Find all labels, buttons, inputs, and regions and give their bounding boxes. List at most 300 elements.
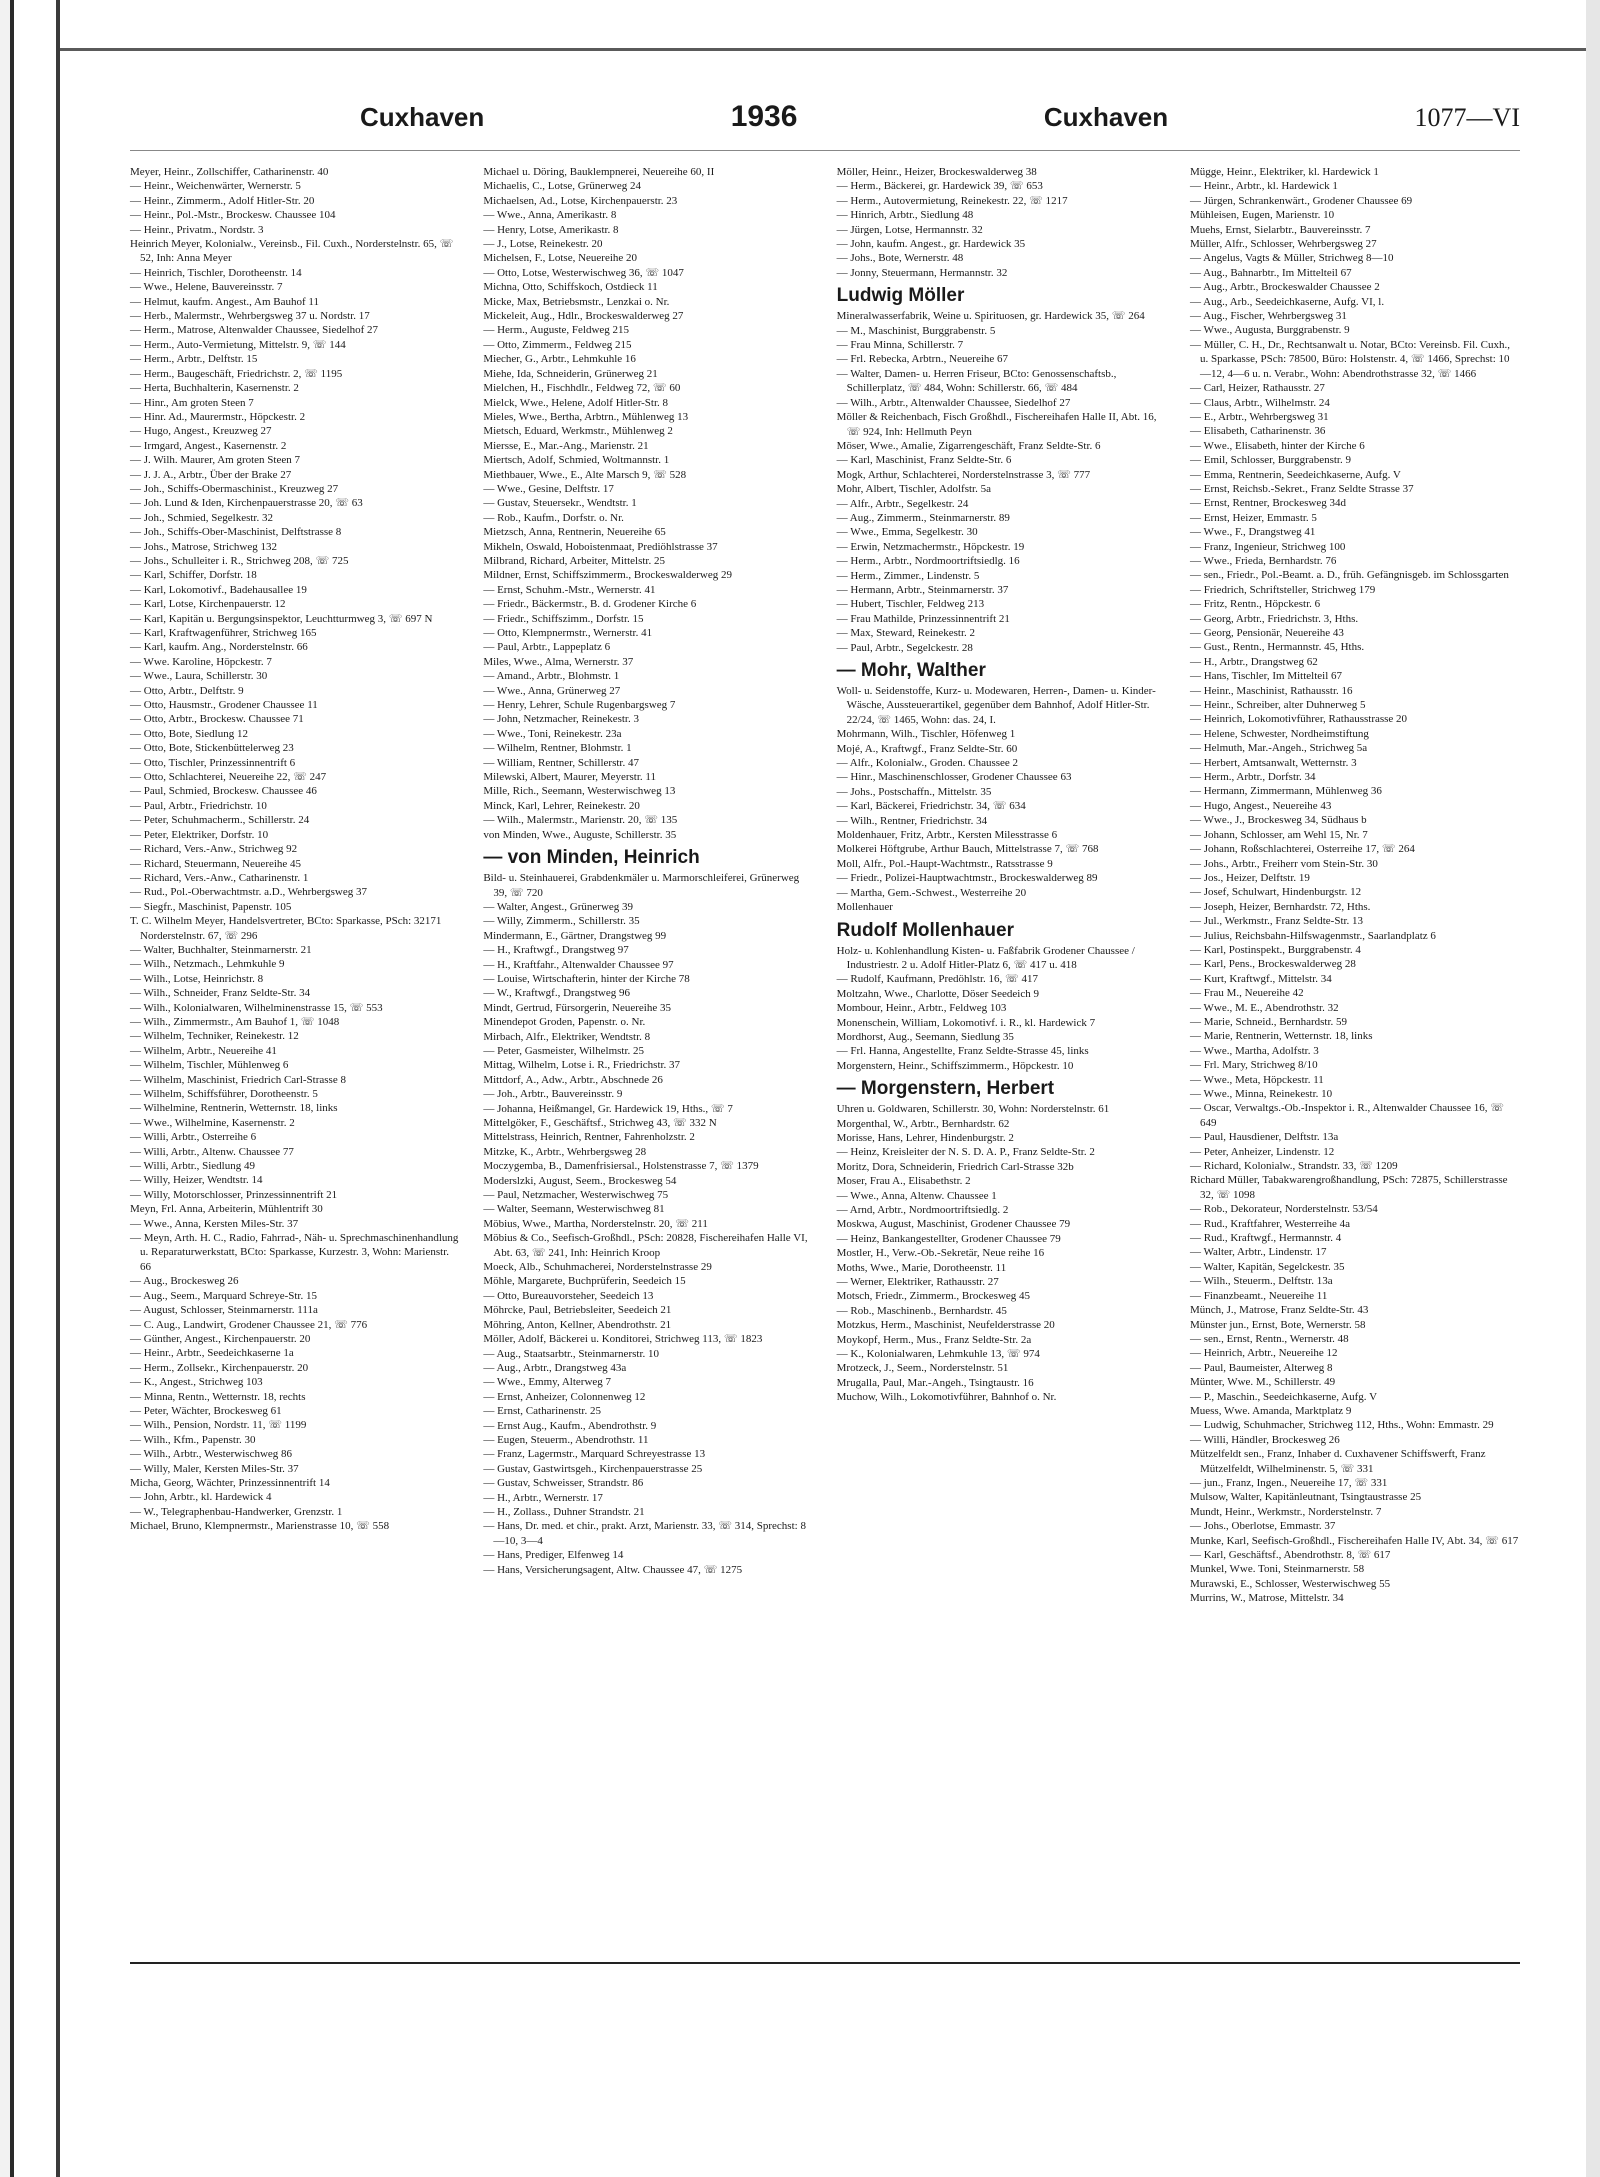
directory-entry: — Walter, Kapitän, Segelckestr. 35 (1189, 1260, 1345, 1273)
directory-entry: — Herm., Zollsekr., Kirchenpauerstr. 20 (130, 1361, 309, 1374)
directory-entry: Michaelis, C., Lotse, Grünerweg 24 (483, 180, 641, 193)
directory-entry: — Aug., Fischer, Wehrbergsweg 31 (1189, 310, 1347, 323)
directory-entry: Mindermann, E., Gärtner, Drangstweg 99 (483, 929, 667, 942)
directory-entry: — Werner, Elektriker, Rathausstr. 27 (836, 1276, 999, 1289)
directory-entry: — Aug., Seem., Marquard Schreye-Str. 15 (130, 1289, 317, 1302)
directory-entry: — Irmgard, Angest., Kasernenstr. 2 (130, 439, 287, 452)
directory-entry: Molkerei Höftgrube, Arthur Bauch, Mittelstrasse 7, ☏ 768 (836, 843, 1099, 856)
directory-entry: — Rob., Maschinenb., Bernhardstr. 45 (836, 1304, 1007, 1317)
advertisement-heading: — Mohr, Walther (836, 660, 986, 681)
directory-entry: — Martha, Gem.-Schwest., Westerreihe 20 (836, 886, 1027, 899)
directory-entry: Morisse, Hans, Lehrer, Hindenburgstr. 2 (836, 1131, 1014, 1144)
directory-entry: — Wwe., Emmy, Alterweg 7 (483, 1376, 612, 1389)
directory-entry: — Hugo, Angest., Neuereihe 43 (1189, 799, 1332, 812)
directory-entry: — Joh., Schiffs-Ober-Maschinist, Delftstrasse 8 (130, 526, 342, 539)
directory-entry: — Wwe., Gesine, Delftstr. 17 (483, 482, 614, 495)
directory-entry: — Aug., Bahnarbtr., Im Mittelteil 67 (1189, 266, 1352, 279)
directory-entry: Motzkus, Herm., Maschinist, Neufelderstrasse 20 (836, 1319, 1055, 1332)
directory-entry: — Heinr., Schreiber, alter Duhnerweg 5 (1189, 699, 1366, 712)
directory-entry: — Friedr., Polizei-Hauptwachtmstr., Brockeswalderweg 89 (836, 872, 1098, 885)
directory-entry: — Rudolf, Kaufmann, Predöhlstr. 16, ☏ 417 (836, 973, 1039, 986)
directory-entry: — Wwe., J., Brockesweg 34, Südhaus b (1189, 814, 1367, 827)
directory-entry: Moderslzki, August, Seem., Brockesweg 54 (483, 1174, 677, 1187)
directory-entry: — Hinr., Maschinenschlosser, Grodener Chaussee 63 (836, 771, 1072, 784)
directory-entry: — Gustav, Schweisser, Strandstr. 86 (483, 1477, 644, 1490)
directory-entry: — Willy, Heizer, Wendtstr. 14 (130, 1174, 263, 1187)
directory-entry: — Minna, Rentn., Wetternstr. 18, rechts (130, 1390, 306, 1403)
directory-entry: Mielchen, H., Fischhdlr., Feldweg 72, ☏ 60 (483, 382, 681, 395)
directory-entry: — Herm., Auguste, Feldweg 215 (483, 324, 630, 337)
directory-entry: Mulsow, Walter, Kapitänleutnant, Tsingtaustrasse 25 (1189, 1491, 1422, 1504)
directory-entry: — Wilhelm, Arbtr., Neuereihe 41 (130, 1044, 277, 1057)
directory-entry: — Wwe., Anna, Amerikastr. 8 (483, 209, 617, 222)
directory-entry: Mickeleit, Aug., Hdlr., Brockeswalderweg 27 (483, 310, 684, 323)
directory-entry: — Hermann, Zimmermann, Mühlenweg 36 (1189, 785, 1382, 798)
directory-entry: — Otto, Arbtr., Brockesw. Chaussee 71 (130, 713, 304, 726)
directory-entry: — Hugo, Angest., Kreuzweg 27 (130, 425, 272, 438)
directory-entry: — Rob., Kaufm., Dorfstr. o. Nr. (483, 511, 624, 524)
directory-entry: Holz- u. Kohlenhandlung Kisten- u. Faßfabrik Grodener Chaussee / Industriestr. 2 u. Adolf Hitler-Platz 6, ☏ 417 u. 418 (836, 944, 1135, 971)
directory-entry: — Franz, Lagermstr., Marquard Schreyestrasse 13 (483, 1448, 706, 1461)
advertisement-heading: — von Minden, Heinrich (483, 847, 700, 869)
directory-entry: Münch, J., Matrose, Franz Seldte-Str. 43 (1189, 1304, 1369, 1317)
directory-entry: — Friedrich, Schriftsteller, Strichweg 179 (1189, 583, 1376, 596)
directory-entry: — Johanna, Heißmangel, Gr. Hardewick 19, Hths., ☏ 7 (483, 1102, 733, 1115)
directory-entry: — Wilhelm, Tischler, Mühlenweg 6 (130, 1059, 289, 1072)
directory-entry: — Richard, Vers.-Anw., Strichweg 92 (130, 843, 298, 856)
directory-entry: — Willy, Zimmerm., Schillerstr. 35 (483, 915, 640, 928)
directory-entry: Bild- u. Steinhauerei, Grabdenkmäler u. Marmorschleiferei, Grünerweg 39, ☏ 720 (483, 872, 800, 899)
directory-entry: — Heinr., Arbtr., Seedeichkaserne 1a (130, 1347, 294, 1360)
directory-entry: Mundt, Heinr., Werkmstr., Norderstelnstr. 7 (1189, 1505, 1382, 1518)
directory-entry: — Wilh., Malermstr., Marienstr. 20, ☏ 135 (483, 814, 678, 827)
directory-entry: Mühleisen, Eugen, Marienstr. 10 (1189, 209, 1335, 222)
directory-entry: — Hermann, Arbtr., Steinmarnerstr. 37 (836, 583, 1009, 596)
header-city-left: Cuxhaven (360, 102, 485, 132)
directory-entry: — H., Zollass., Duhner Strandstr. 21 (483, 1505, 645, 1518)
directory-entry: Monenschein, William, Lokomotivf. i. R., kl. Hardewick 7 (836, 1016, 1096, 1029)
directory-entry: — Karl, Bäckerei, Friedrichstr. 34, ☏ 634 (836, 800, 1026, 813)
directory-entry: — Herm., Arbtr., Nordmoortriftsiedlg. 16 (836, 555, 1020, 568)
directory-entry: — Ernst Aug., Kaufm., Abendrothstr. 9 (483, 1419, 657, 1432)
directory-entry: Mietzsch, Anna, Rentnerin, Neuereihe 65 (483, 526, 666, 539)
directory-entry: Mittdorf, A., Adw., Arbtr., Abschnede 26 (483, 1073, 663, 1086)
directory-entry: — Julius, Reichsbahn-Hilfswagenmstr., Saarlandplatz 6 (1189, 929, 1436, 942)
directory-entry: — Wilhelm, Rentner, Blohmstr. 1 (483, 742, 632, 755)
directory-entry: — Aug., Staatsarbtr., Steinmarnerstr. 10 (483, 1347, 660, 1360)
directory-entry: Moskwa, August, Maschinist, Grodener Chaussee 79 (836, 1218, 1071, 1231)
directory-entry: — Hinr., Am groten Steen 7 (130, 396, 254, 409)
directory-entry: — Willy, Maler, Kersten Miles-Str. 37 (130, 1462, 299, 1475)
directory-entry: — Paul, Arbtr., Friedrichstr. 10 (130, 799, 267, 812)
directory-entry: — Karl, Schiffer, Dorfstr. 18 (130, 569, 257, 582)
directory-entry: — Frl. Mary, Strichweg 8/10 (1189, 1059, 1318, 1072)
directory-entry: — Louise, Wirtschafterin, hinter der Kirche 78 (483, 972, 690, 985)
directory-entry: Münster jun., Ernst, Bote, Wernerstr. 58 (1189, 1318, 1366, 1331)
directory-entry: — Elisabeth, Catharinenstr. 36 (1189, 425, 1326, 438)
directory-entry: — M., Maschinist, Burggrabenstr. 5 (836, 324, 996, 337)
directory-entry: Murawski, E., Schlosser, Westerwischweg 55 (1189, 1577, 1391, 1590)
directory-entry: — Walter, Seemann, Westerwischweg 81 (483, 1203, 665, 1216)
directory-entry: — Johann, Roßschlachterei, Osterreihe 17, ☏ 264 (1189, 843, 1415, 856)
directory-entry: Müller, Alfr., Schlosser, Wehrbergsweg 27 (1189, 238, 1377, 251)
directory-entry: — Wwe., Frieda, Bernhardstr. 76 (1189, 554, 1337, 567)
directory-entry: Mittag, Wilhelm, Lotse i. R., Friedrichstr. 37 (483, 1059, 681, 1072)
directory-entry: — Frau Minna, Schillerstr. 7 (836, 339, 964, 352)
directory-entry: — Walter, Angest., Grünerweg 39 (483, 900, 634, 913)
directory-entry: — Karl, Pens., Brockeswalderweg 28 (1189, 958, 1356, 971)
directory-entry: von Minden, Wwe., Auguste, Schillerstr. 35 (483, 828, 677, 841)
directory-entry: — Peter, Elektriker, Dorfstr. 10 (130, 828, 269, 841)
directory-entry: Michaelsen, Ad., Lotse, Kirchenpauerstr. 23 (483, 194, 678, 207)
directory-entry: — Karl, Lotse, Kirchenpauerstr. 12 (130, 598, 286, 611)
directory-entry: Mohr, Albert, Tischler, Adolfstr. 5a (836, 483, 991, 496)
directory-entry: — H., Arbtr., Drangstweg 62 (1189, 655, 1318, 668)
directory-entry: — Joh. Lund & Iden, Kirchenpauerstrasse 20, ☏ 63 (130, 497, 363, 510)
directory-entry: — Wwe., Martha, Adolfstr. 3 (1189, 1044, 1319, 1057)
scan-right-edge (1586, 0, 1600, 2177)
directory-entry: Moser, Frau A., Elisabethstr. 2 (836, 1175, 971, 1188)
directory-entry: Möhle, Margarete, Buchprüferin, Seedeich 15 (483, 1275, 686, 1288)
directory-entry: — Peter, Wächter, Brockesweg 61 (130, 1404, 282, 1417)
directory-entry: — Frau Mathilde, Prinzessinnentrift 21 (836, 612, 1010, 625)
directory-entry: — Herm., Arbtr., Dorfstr. 34 (1189, 771, 1316, 784)
directory-entry: Moths, Wwe., Marie, Dorotheenstr. 11 (836, 1261, 1007, 1274)
directory-entry: — Jos., Heizer, Delftstr. 19 (1189, 871, 1310, 884)
directory-entry: — Jul., Werkmstr., Franz Seldte-Str. 13 (1189, 915, 1364, 928)
directory-entry: — Otto, Hausmstr., Grodener Chaussee 11 (130, 699, 318, 712)
directory-entry: — Marie, Schneid., Bernhardstr. 59 (1189, 1015, 1348, 1028)
directory-entry: — Heinrich, Tischler, Dorotheenstr. 14 (130, 266, 302, 279)
directory-entry: Möller & Reichenbach, Fisch Großhdl., Fischereihafen Halle II, Abt. 16, ☏ 924, Inh: Hellmuth Peyn (836, 411, 1157, 438)
header-year: 1936 (730, 100, 798, 133)
advertisement-heading: — Morgenstern, Herbert (836, 1078, 1055, 1100)
directory-entry: — W., Telegraphenbau-Handwerker, Grenzstr. 1 (130, 1505, 343, 1518)
directory-entry: — Otto, Tischler, Prinzessinnentrift 6 (130, 756, 296, 769)
directory-entry: Münter, Wwe. M., Schillerstr. 49 (1189, 1376, 1336, 1389)
directory-entry: — Herm., Baugeschäft, Friedrichstr. 2, ☏ 1195 (130, 367, 343, 380)
directory-entry: — Wilhelmine, Rentnerin, Wetternstr. 18, links (130, 1102, 338, 1115)
directory-entry: — Wwe., Elisabeth, hinter der Kirche 6 (1189, 439, 1365, 452)
page-bottom-rule (130, 1962, 1520, 1964)
directory-entry: — Karl, Geschäftsf., Abendrothstr. 8, ☏ 617 (1189, 1549, 1391, 1561)
directory-entry: — Jonny, Steuermann, Hermannstr. 32 (836, 266, 1008, 279)
directory-entry: Möhring, Anton, Kellner, Abendrothstr. 21 (483, 1318, 672, 1331)
directory-entry: — sen., Ernst, Rentn., Wernerstr. 48 (1189, 1332, 1349, 1345)
directory-entry: — Paul, Hausdiener, Delftstr. 13a (1189, 1131, 1339, 1144)
directory-entry: — Heinrich, Arbtr., Neuereihe 12 (1189, 1347, 1338, 1360)
directory-entry: Miersse, E., Mar.-Ang., Marienstr. 21 (483, 439, 649, 452)
directory-entry: — Wwe., Augusta, Burggrabenstr. 9 (1189, 324, 1350, 337)
directory-entry: Milbrand, Richard, Arbeiter, Mittelstr. 25 (483, 554, 665, 567)
directory-entry: — Hans, Prediger, Elfenweg 14 (483, 1549, 624, 1562)
directory-entry: — Ernst, Schuhm.-Mstr., Wernerstr. 41 (483, 583, 656, 596)
directory-entry: — Wilh., Zimmermstr., Am Bauhof 1, ☏ 1048 (130, 1015, 340, 1028)
directory-entry: — Johs., Postschaffn., Mittelstr. 35 (836, 785, 992, 798)
directory-entry: — Herta, Buchhalterin, Kasernenstr. 2 (130, 382, 299, 395)
directory-entry: — Aug., Arbtr., Brockeswalder Chaussee 2 (1189, 281, 1380, 294)
directory-entry: — Heinr., Privatm., Nordstr. 3 (130, 223, 264, 236)
directory-entry: Minck, Karl, Lehrer, Reinekestr. 20 (483, 799, 640, 812)
directory-entry: — Aug., Arbtr., Drangstweg 43a (483, 1361, 627, 1374)
directory-entry: Mojé, A., Kraftwgf., Franz Seldte-Str. 60 (836, 742, 1018, 755)
directory-entry: — Wilh., Kolonialwaren, Wilhelminenstrasse 15, ☏ 553 (130, 1001, 383, 1014)
directory-entry: — Hubert, Tischler, Feldweg 213 (836, 598, 985, 611)
directory-entry: — John, Netzmacher, Reinekestr. 3 (483, 713, 639, 726)
directory-entry: — Joh., Schmied, Segelkestr. 32 (130, 511, 273, 524)
directory-entry: — Rud., Kraftfahrer, Westerreihe 4a (1189, 1217, 1351, 1230)
directory-entry: — Willi, Arbtr., Altenw. Chaussee 77 (130, 1145, 294, 1158)
directory-entry: Möller, Adolf, Bäckerei u. Konditorei, Strichweg 113, ☏ 1823 (483, 1333, 763, 1346)
directory-entry: — J. J. A., Arbtr., Über der Brake 27 (130, 468, 292, 481)
directory-entry: — Richard, Steuermann, Neuereihe 45 (130, 857, 302, 870)
directory-entry: — Wilh., Arbtr., Altenwalder Chaussee, Siedelhof 27 (836, 396, 1071, 409)
directory-entry: — Karl, Postinspekt., Burggrabenstr. 4 (1189, 943, 1361, 956)
directory-entry: — Ernst, Catharinenstr. 25 (483, 1405, 601, 1418)
directory-entry: Möller, Heinr., Heizer, Brockeswalderweg 38 (836, 166, 1037, 178)
directory-entry: — W., Kraftwgf., Drangstweg 96 (483, 987, 630, 1000)
directory-entry: Muess, Wwe. Amanda, Marktplatz 9 (1189, 1404, 1352, 1417)
directory-entry: — Claus, Arbtr., Wilhelmstr. 24 (1189, 396, 1330, 409)
directory-entry: Miehe, Ida, Schneiderin, Grünerweg 21 (483, 367, 658, 380)
directory-entry: — Otto, Bote, Siedlung 12 (130, 727, 248, 740)
directory-entry: Mogk, Arthur, Schlachterei, Norderstelnstrasse 3, ☏ 777 (836, 468, 1091, 481)
directory-entry: — Johs., Oberlotse, Emmastr. 37 (1189, 1520, 1336, 1533)
directory-entry: — Max, Steward, Reinekestr. 2 (836, 627, 976, 640)
directory-entry: Moykopf, Herm., Mus., Franz Seldte-Str. 2a (836, 1333, 1032, 1346)
directory-entry: Minendepot Groden, Papenstr. o. Nr. (483, 1016, 646, 1029)
directory-entry: — Erwin, Netzmachermstr., Höpckestr. 19 (836, 540, 1025, 553)
directory-entry: — Willy, Motorschlosser, Prinzessinnentrift 21 (130, 1188, 338, 1201)
directory-entry: Mostler, H., Verw.-Ob.-Sekretär, Neue reihe 16 (836, 1247, 1045, 1260)
directory-entry: — Paul, Arbtr., Lappeplatz 6 (483, 641, 611, 654)
directory-entry: — Heinr., Zimmerm., Adolf Hitler-Str. 20 (130, 194, 315, 207)
directory-entry: — Heinz, Bankangestellter, Grodener Chaussee 79 (836, 1232, 1061, 1245)
directory-entry: — Ernst, Rentner, Brockesweg 34d (1189, 497, 1346, 510)
directory-entry: — Herm., Auto-Vermietung, Mittelstr. 9, ☏ 144 (130, 338, 346, 351)
directory-entry: Mügge, Heinr., Elektriker, kl. Hardewick 1 (1189, 166, 1379, 178)
directory-entry: — H., Kraftwgf., Drangstweg 97 (483, 944, 629, 957)
advertisement-heading: Ludwig Möller (836, 285, 965, 307)
directory-entry: — Johs., Arbtr., Freiherr vom Stein-Str. 30 (1189, 857, 1378, 870)
directory-entry: — Herm., Autovermietung, Reinekestr. 22, ☏ 1217 (836, 194, 1068, 207)
directory-entry: — Richard, Vers.-Anw., Catharinenstr. 1 (130, 871, 309, 884)
directory-entry: — Heinr., Maschinist, Rathausstr. 16 (1189, 684, 1353, 697)
directory-entry: Murrins, W., Matrose, Mittelstr. 34 (1189, 1592, 1344, 1605)
directory-entry: — Otto, Bureauvorsteher, Seedeich 13 (483, 1289, 654, 1302)
directory-entry: — Emil, Schlosser, Burggrabenstr. 9 (1189, 454, 1351, 467)
directory-entry: — Rud., Kraftwgf., Hermannstr. 4 (1189, 1232, 1342, 1245)
directory-entry: — Wwe., Emma, Segelkestr. 30 (836, 526, 978, 539)
directory-entry: — Wwe., Anna, Grünerweg 27 (483, 684, 621, 697)
directory-entry: — Hinrich, Arbtr., Siedlung 48 (836, 209, 974, 222)
directory-entry: Mordhorst, Aug., Seemann, Siedlung 35 (836, 1030, 1014, 1043)
directory-entry: — Karl, Kapitän u. Bergungsinspektor, Leuchtturmweg 3, ☏ 697 N (130, 612, 433, 625)
directory-entry: — John, kaufm. Angest., gr. Hardewick 35 (836, 238, 1026, 251)
directory-entry: — Ernst, Heizer, Emmastr. 5 (1189, 511, 1317, 524)
directory-entry: — Wilh., Pension, Nordstr. 11, ☏ 1199 (130, 1419, 307, 1432)
directory-entry: — Franz, Ingenieur, Strichweg 100 (1189, 540, 1346, 553)
directory-entry: — Kurt, Kraftwgf., Mittelstr. 34 (1189, 972, 1332, 985)
directory-entry: — Wilh., Schneider, Franz Seldte-Str. 34 (130, 987, 311, 1000)
directory-entry: — Friedr., Schiffszimm., Dorfstr. 15 (483, 612, 644, 625)
scan-binding-edge (0, 0, 70, 2177)
directory-entry: — Paul, Netzmacher, Westerwischweg 75 (483, 1189, 669, 1202)
directory-entry: — Ludwig, Schuhmacher, Strichweg 112, Hths., Wohn: Emmastr. 29 (1189, 1419, 1494, 1432)
directory-entry: — Oscar, Verwaltgs.-Ob.-Inspektor i. R., Altenwalder Chaussee 16, ☏ 649 (1189, 1102, 1505, 1129)
directory-entry: Milewski, Albert, Maurer, Meyerstr. 11 (483, 771, 657, 784)
directory-entry: — Johann, Schlosser, am Wehl 15, Nr. 7 (1189, 828, 1368, 841)
directory-entry: Mollenhauer (836, 901, 893, 914)
directory-entry: — Peter, Gasmeister, Wilhelmstr. 25 (483, 1044, 645, 1057)
directory-entry: — H., Arbtr., Wernerstr. 17 (483, 1491, 603, 1504)
directory-entry: — Friedr., Bäckermstr., B. d. Grodener Kirche 6 (483, 598, 697, 611)
directory-entry: — Walter, Arbtr., Lindenstr. 17 (1189, 1246, 1327, 1259)
directory-entry: — Aug., Zimmerm., Steinmarnerstr. 89 (836, 511, 1010, 524)
directory-entry: — Arnd, Arbtr., Nordmoortriftsiedlg. 2 (836, 1204, 1009, 1216)
header-city-right: Cuxhaven (1043, 102, 1169, 132)
directory-entry: Miertsch, Adolf, Schmied, Woltmannstr. 1 (483, 454, 670, 467)
directory-entry: — Heinz, Kreisleiter der N. S. D. A. P., Franz Seldte-Str. 2 (836, 1146, 1095, 1159)
directory-entry: — Rob., Dekorateur, Norderstelnstr. 53/54 (1189, 1203, 1378, 1216)
directory-entry: Mrotzeck, J., Seem., Norderstelnstr. 51 (836, 1362, 1009, 1375)
directory-entry: Möser, Wwe., Amalie, Zigarrengeschäft, Franz Seldte-Str. 6 (836, 439, 1101, 452)
directory-entry: Muchow, Wilh., Lokomotivführer, Bahnhof o. Nr. (836, 1391, 1057, 1404)
directory-entry: — Alfr., Kolonialw., Groden. Chaussee 2 (836, 757, 1019, 770)
directory-entry: — C. Aug., Landwirt, Grodener Chaussee 21, ☏ 776 (130, 1318, 368, 1331)
directory-entry: T. C. Wilhelm Meyer, Handelsvertreter, BCto: Sparkasse, PSch: 32171 Norderstelnstr. 67, ☏ 296 (130, 915, 442, 942)
directory-entry: — Wwe., Minna, Reinekestr. 10 (1189, 1088, 1333, 1100)
directory-entry: — Walter, Buchhalter, Steinmarnerstr. 21 (130, 943, 312, 956)
directory-entry: — Günther, Angest., Kirchenpauerstr. 20 (130, 1332, 311, 1345)
directory-entry: Mineralwasserfabrik, Weine u. Spirituosen, gr. Hardewick 35, ☏ 264 (836, 310, 1145, 323)
directory-entry: — Josef, Schulwart, Hindenburgstr. 12 (1189, 886, 1362, 899)
directory-entry: — Paul, Baumeister, Alterweg 8 (1189, 1361, 1333, 1374)
directory-entry: Moltzahn, Wwe., Charlotte, Döser Seedeich 9 (836, 987, 1039, 1000)
directory-entry: — Heinrich, Lokomotivführer, Rathausstrasse 20 (1189, 713, 1408, 726)
scan-top-edge (60, 48, 1600, 51)
directory-entry: — Aug., Brockesweg 26 (130, 1275, 239, 1288)
directory-entry: Mikheln, Oswald, Hoboistenmaat, Prediöhlstrasse 37 (483, 540, 718, 553)
directory-entry: Heinrich Meyer, Kolonialw., Vereinsb., Fil. Cuxh., Norderstelnstr. 65, ☏ 52, Inh: Anna Meyer (130, 238, 454, 265)
directory-entry: — Henry, Lehrer, Schule Rugenbargsweg 7 (483, 699, 676, 712)
directory-entry: Michael, Bruno, Klempnermstr., Marienstrasse 10, ☏ 558 (130, 1520, 390, 1533)
directory-page (130, 100, 1520, 1980)
directory-entry: — Wwe., M. E., Abendrothstr. 32 (1189, 1001, 1339, 1014)
directory-entry: Mittelstrass, Heinrich, Rentner, Fahrenholzstr. 2 (483, 1131, 695, 1144)
directory-entry: — Johs., Bote, Wernerstr. 48 (836, 252, 964, 265)
directory-entry: — H., Kraftfahr., Altenwalder Chaussee 97 (483, 958, 674, 971)
directory-entry: — Jürgen, Schrankenwärt., Grodener Chaussee 69 (1189, 194, 1413, 207)
directory-entry: Mindt, Gertrud, Fürsorgerin, Neuereihe 35 (483, 1001, 671, 1014)
directory-entry: — Heinr., Arbtr., kl. Hardewick 1 (1189, 180, 1338, 193)
directory-column-2 (483, 165, 813, 1606)
directory-entry: Moll, Alfr., Pol.-Haupt-Wachtmstr., Ratsstrasse 9 (836, 857, 1053, 870)
directory-entry: Miethbauer, Wwe., E., Alte Marsch 9, ☏ 528 (483, 468, 687, 481)
directory-entry: Mützelfeldt sen., Franz, Inhaber d. Cuxhavener Schiffswerft, Franz Mützelfeldt, Wilhelminenstr. 5, ☏ 331 (1189, 1448, 1486, 1475)
directory-entry: Munkel, Wwe. Toni, Steinmarnerstr. 58 (1189, 1563, 1365, 1576)
directory-entry: — Wwe., Toni, Reinekestr. 23a (483, 727, 622, 740)
directory-entry: — Johs., Schulleiter i. R., Strichweg 208, ☏ 725 (130, 554, 349, 567)
directory-entry: Mittelgöker, F., Geschäftsf., Strichweg 43, ☏ 332 N (483, 1117, 717, 1129)
directory-entry: Munke, Karl, Seefisch-Großhdl., Fischereihafen Halle IV, Abt. 34, ☏ 617 (1189, 1534, 1519, 1547)
directory-column-4 (1190, 165, 1520, 1606)
directory-entry: Mieles, Wwe., Bertha, Arbtrn., Mühlenweg 13 (483, 410, 689, 423)
directory-entry: — Richard, Kolonialw., Strandstr. 33, ☏ 1209 (1189, 1160, 1398, 1173)
directory-entry: — Frl. Hanna, Angestellte, Franz Seldte-Strasse 45, links (836, 1045, 1089, 1058)
directory-entry: — Jürgen, Lotse, Hermannstr. 32 (836, 223, 983, 236)
directory-entry: Miles, Wwe., Alma, Wernerstr. 37 (483, 655, 634, 668)
page-header (130, 100, 1520, 151)
directory-entry: — Gustav, Steuersekr., Wendtstr. 1 (483, 497, 637, 510)
directory-entry: — Walter, Damen- u. Herren Friseur, BCto: Genossenschaftsb., Schillerplatz, ☏ 484, Wohn: Schillerstr. 66, ☏ 484 (836, 367, 1117, 395)
directory-entry: — jun., Franz, Ingen., Neuereihe 17, ☏ 331 (1189, 1476, 1388, 1489)
directory-entry: — Paul, Arbtr., Segelckestr. 28 (836, 641, 973, 654)
directory-entry: — J. Wilh. Maurer, Am groten Steen 7 (130, 454, 301, 467)
directory-entry: — Joh., Schiffs-Obermaschinist., Kreuzweg 27 (130, 482, 339, 495)
directory-entry: Morgenstern, Heinr., Schiffszimmerm., Höpckestr. 10 (836, 1059, 1074, 1072)
directory-entry: — Wilhelm, Maschinist, Friedrich Carl-Strasse 8 (130, 1073, 346, 1086)
directory-entry: Michna, Otto, Schiffskoch, Ostdieck 11 (483, 281, 658, 294)
directory-entry: Miecher, G., Arbtr., Lehmkuhle 16 (483, 353, 636, 366)
directory-entry: — Otto, Schlachterei, Neuereihe 22, ☏ 247 (130, 771, 327, 784)
directory-entry: Moldenhauer, Fritz, Arbtr., Kersten Milesstrasse 6 (836, 829, 1058, 842)
directory-entry: Möbius, Wwe., Martha, Norderstelnstr. 20, ☏ 211 (483, 1217, 708, 1230)
directory-column-1 (130, 165, 460, 1606)
directory-entry: — Wwe., Meta, Höpckestr. 11 (1189, 1073, 1324, 1086)
directory-entry: — Georg, Pensionär, Neuereihe 43 (1189, 627, 1344, 639)
directory-entry: — Johs., Matrose, Strichweg 132 (130, 540, 277, 553)
directory-entry: — Otto, Bote, Stickenbüttelerweg 23 (130, 742, 294, 755)
directory-entry: — Hans, Versicherungsagent, Altw. Chaussee 47, ☏ 1275 (483, 1563, 743, 1576)
directory-columns (130, 165, 1520, 1606)
directory-entry: — Willi, Arbtr., Siedlung 49 (130, 1160, 255, 1173)
directory-entry: — William, Rentner, Schillerstr. 47 (483, 756, 639, 769)
directory-entry: — Willi, Arbtr., Osterreihe 6 (130, 1131, 257, 1144)
directory-entry: — Frau M., Neuereihe 42 (1189, 987, 1304, 1000)
directory-entry: — Wwe., Anna, Kersten Miles-Str. 37 (130, 1217, 299, 1230)
directory-entry: — Fritz, Rentn., Höpckestr. 6 (1189, 598, 1321, 611)
directory-entry: — Karl, Maschinist, Franz Seldte-Str. 6 (836, 454, 1012, 467)
directory-entry: — Hinr. Ad., Maurermstr., Höpckestr. 2 (130, 410, 306, 423)
directory-entry: — Otto, Arbtr., Delftstr. 9 (130, 684, 244, 697)
directory-entry: — Heinr., Weichenwärter, Wernerstr. 5 (130, 180, 301, 193)
directory-entry: Richard Müller, Tabakwarengroßhandlung, PSch: 72875, Schillerstrasse 32, ☏ 1098 (1189, 1174, 1508, 1201)
directory-entry: — Angelus, Vagts & Müller, Strichweg 8—10 (1189, 252, 1394, 265)
directory-entry: — Heinr., Pol.-Mstr., Brockesw. Chaussee 104 (130, 209, 336, 222)
directory-entry: — Otto, Klempnermstr., Wernerstr. 41 (483, 627, 653, 639)
directory-entry: Michelsen, F., Lotse, Neuereihe 20 (483, 252, 638, 265)
directory-entry: — Wilhelm, Techniker, Reinekestr. 12 (130, 1030, 299, 1043)
directory-entry: Mombour, Heinr., Arbtr., Feldweg 103 (836, 1002, 1007, 1015)
directory-entry: — Wwe., Laura, Schillerstr. 30 (130, 670, 268, 683)
directory-entry: — J., Lotse, Reinekestr. 20 (483, 238, 603, 251)
directory-entry: — Carl, Heizer, Rathausstr. 27 (1189, 382, 1325, 395)
directory-entry: Mildner, Ernst, Schiffszimmerm., Brockeswalderweg 29 (483, 569, 732, 582)
directory-entry: Moeck, Alb., Schuhmacherei, Norderstelnstrasse 29 (483, 1261, 712, 1274)
directory-entry: — Wilh., Lotse, Heinrichstr. 8 (130, 972, 264, 985)
directory-entry: — Herm., Zimmer., Lindenstr. 5 (836, 569, 980, 582)
directory-entry: — Wwe., Anna, Altenw. Chaussee 1 (836, 1189, 997, 1202)
directory-entry: — Herm., Bäckerei, gr. Hardewick 39, ☏ 653 (836, 180, 1043, 193)
directory-entry: — Wilh., Kfm., Papenstr. 30 (130, 1433, 256, 1446)
directory-entry: — Karl, kaufm. Ang., Norderstelnstr. 66 (130, 641, 308, 654)
directory-entry: — Karl, Kraftwagenführer, Strichweg 165 (130, 627, 317, 639)
directory-entry: — Joh., Arbtr., Bauvereinsstr. 9 (483, 1088, 623, 1101)
directory-entry: — Wwe. Karoline, Höpckestr. 7 (130, 655, 272, 668)
directory-entry: Michael u. Döring, Bauklempnerei, Neuereihe 60, II (483, 166, 715, 178)
advertisement-heading: Rudolf Mollenhauer (836, 919, 1014, 941)
